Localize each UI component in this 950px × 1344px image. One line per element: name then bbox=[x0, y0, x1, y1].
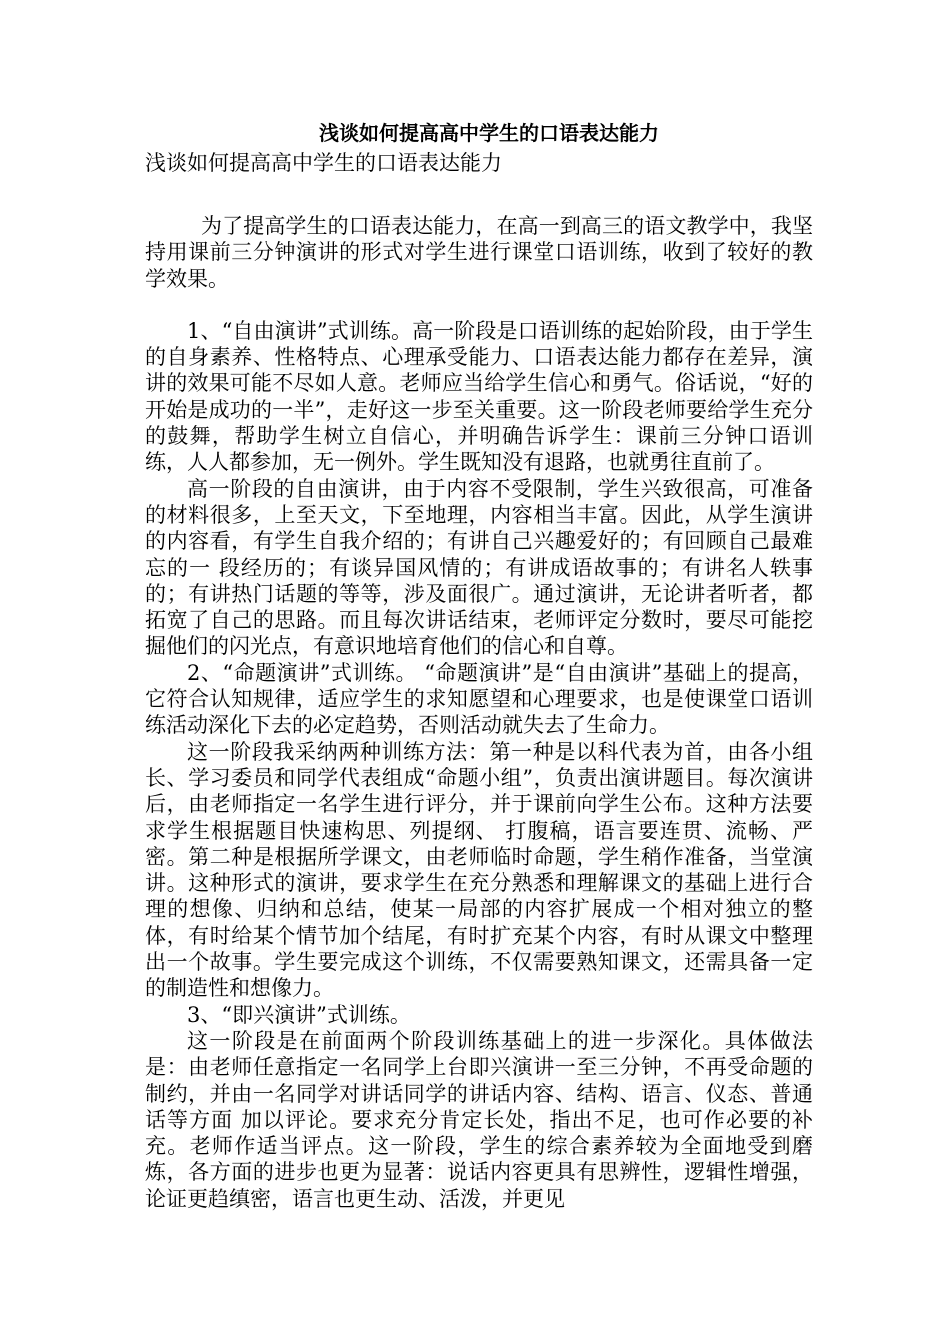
blank-line bbox=[145, 292, 813, 318]
document-title: 浅谈如何提高高中学生的口语表达能力 bbox=[319, 121, 659, 145]
document-subtitle: 浅谈如何提高高中学生的口语表达能力 bbox=[145, 151, 502, 175]
paragraph-topic-speech-methods: 这一阶段我采纳两种训练方法：第一种是以科代表为首，由各小组长、学习委员和同学代表组成“命题小组”，负责出演讲题目。每次演讲后，由老师指定一名学生进行评分，并于课前向学生公布。这种方法要求学生根据题目快速构思、列提纲、 打腹稿，语言要连贯、流畅、严密。第二种是根据所学课文，由老师临时命题，学生稍作准备，当堂演讲。这种形式的演讲，要求学生在充分熟悉和理解课文的基础上进行合理的想像、归纳和总结，使某一局部的内容扩展成一个相对独立的整体，有时给某个情节加个结尾，有时扩充某个内容，有时从课文中整理出一个故事。学生要完成这个训练，不仅需要熟知课文，还需具备一定的制造性和想像力。 bbox=[145, 739, 813, 1001]
paragraph-topic-speech: 2、“命题演讲”式训练。 “命题演讲”是“自由演讲”基础上的提高，它符合认知规律，适应学生的求知愿望和心理要求，也是使课堂口语训练活动深化下去的必定趋势，否则活动就失去了生命力。 bbox=[145, 660, 813, 738]
paragraph-impromptu-heading: 3、“即兴演讲”式训练。 bbox=[187, 1002, 411, 1027]
blank-line bbox=[145, 183, 813, 213]
paragraph-intro: 为了提高学生的口语表达能力，在高一到高三的语文教学中，我坚持用课前三分钟演讲的形式对学生进行课堂口语训练，收到了较好的教学效果。 bbox=[145, 214, 813, 291]
paragraph-free-speech-detail: 高一阶段的自由演讲，由于内容不受限制，学生兴致很高，可准备的材料很多，上至天文，下至地理，内容相当丰富。因此，从学生演讲的内容看，有学生自我介绍的；有讲自己兴趣爱好的；有回顾自己最难忘的一 段经历的；有谈异国风情的；有讲成语故事的；有讲名人轶事的；有讲热门话题的等等，涉及面很广。通过演讲，无论讲者听者，都拓宽了自己的思路。而且每次讲话结束，老师评定分数时，要尽可能挖掘他们的闪光点，有意识地培育他们的信心和自尊。 bbox=[145, 476, 813, 659]
paragraph-impromptu-detail: 这一阶段是在前面两个阶段训练基础上的进一步深化。具体做法是：由老师任意指定一名同学上台即兴演讲一至三分钟，不再受命题的制约，并由一名同学对讲话同学的讲话内容、结构、语言、仪态、普通话等方面 加以评论。要求充分肯定长处，指出不足，也可作必要的补充。老师作适当评点。这一阶段，学生的综合素养较为全面地受到磨炼，各方面的进步也更为显著：说话内容更具有思辨性，逻辑性增强，论证更趋缜密，语言也更生动、活泼，并更见 bbox=[145, 1028, 813, 1211]
document-page bbox=[145, 118, 813, 1212]
paragraph-free-speech: 1、“自由演讲”式训练。高一阶段是口语训练的起始阶段，由于学生的自身素养、性格特点、心理承受能力、口语表达能力都存在差异，演讲的效果可能不尽如人意。老师应当给学生信心和勇气。俗话说，“好的开始是成功的一半”，走好这一步至关重要。这一阶段老师要给学生充分的鼓舞，帮助学生树立自信心，并明确告诉学生：课前三分钟口语训练，人人都参加，无一例外。学生既知没有退路，也就勇往直前了。 bbox=[145, 318, 813, 475]
